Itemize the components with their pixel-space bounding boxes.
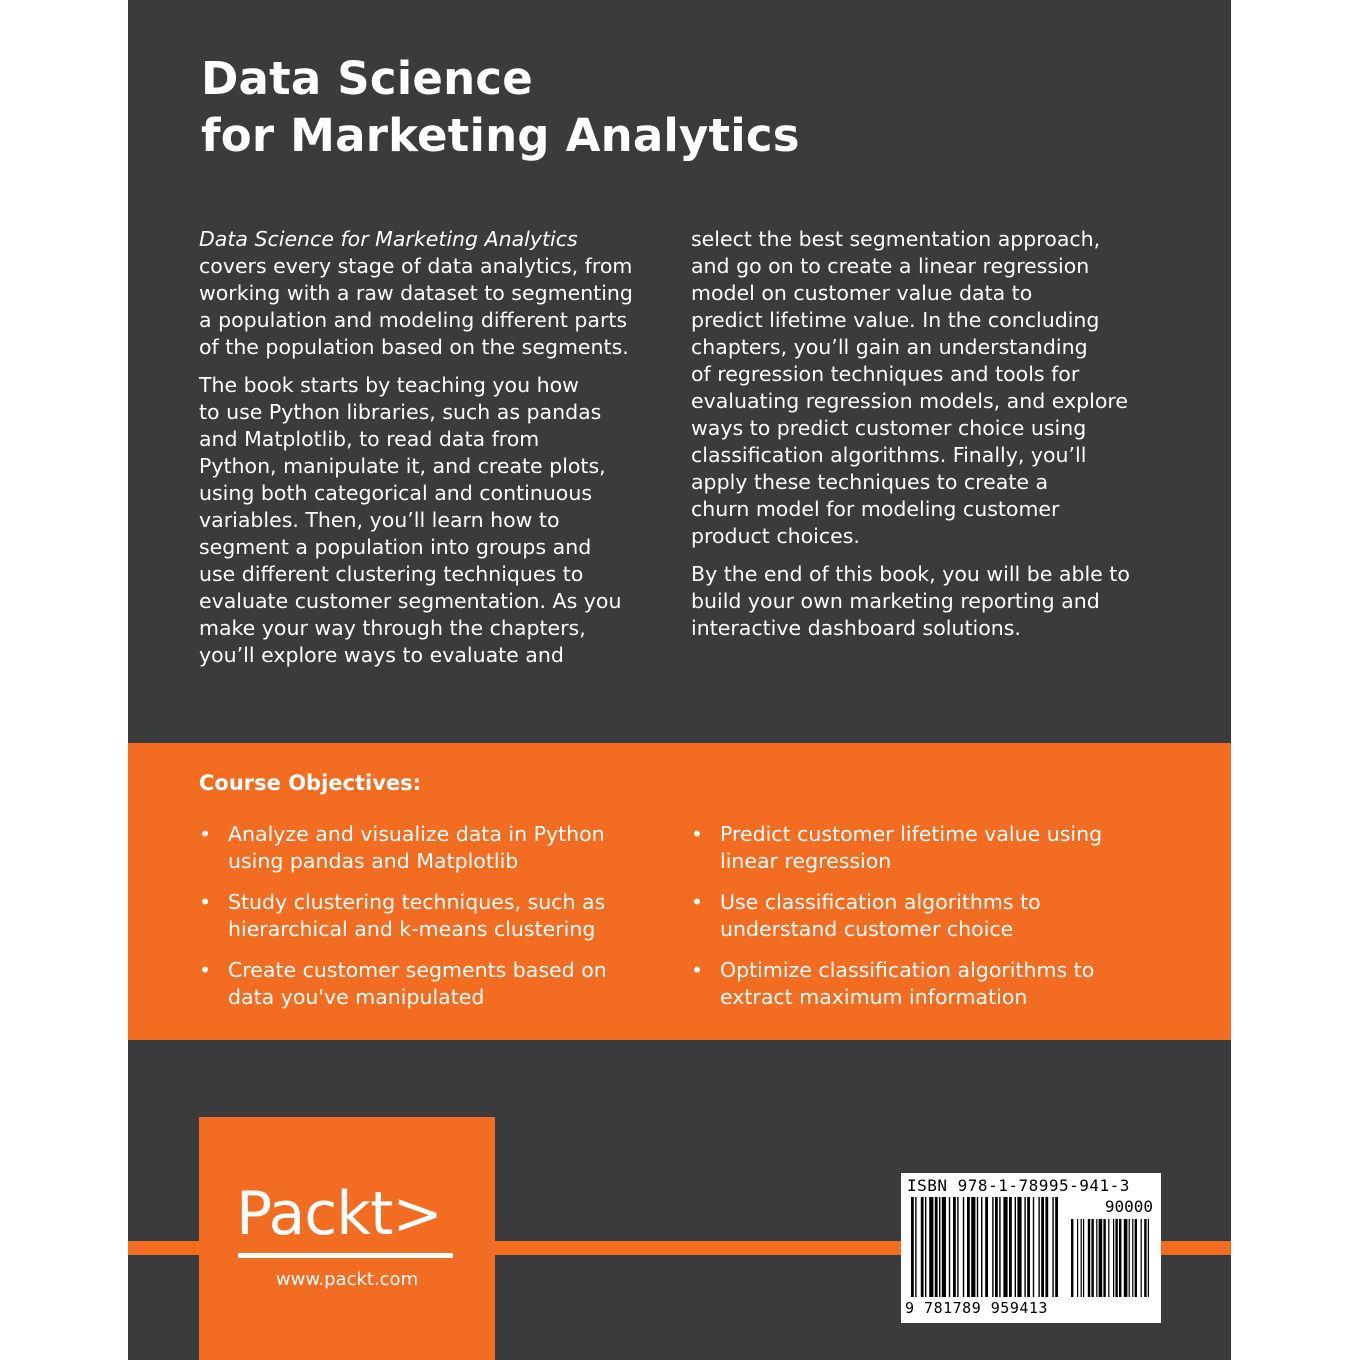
objective-line: Analyze and visualize data in Python	[228, 822, 605, 846]
description-line: using both categorical and continuous	[199, 481, 593, 505]
description-line: Data Science for Marketing Analytics	[199, 227, 578, 251]
objectives-list-left	[199, 821, 679, 1025]
description-column-left	[199, 226, 679, 680]
price-code: 90000	[1104, 1197, 1153, 1216]
objective-line: using pandas and Matplotlib	[228, 849, 519, 873]
bullet-icon: •	[691, 822, 704, 846]
objective-line: linear regression	[720, 849, 892, 873]
objective-line: extract maximum information	[720, 985, 1028, 1009]
description-line: Python, manipulate it, and create plots,	[199, 454, 606, 478]
objectives-list-right	[691, 821, 1171, 1025]
book-title	[201, 50, 800, 164]
bullet-icon: •	[199, 822, 212, 846]
isbn-barcode-box	[901, 1173, 1161, 1323]
book-title-line-2: for Marketing Analytics	[201, 109, 800, 162]
description-line: a population and modeling different parts	[199, 308, 628, 332]
bullet-icon: •	[199, 958, 212, 982]
book-title-line-1: Data Science	[201, 52, 533, 105]
barcode-digits: 9 781789 959413	[905, 1299, 1048, 1317]
description-line: of regression techniques and tools for	[691, 362, 1080, 386]
description-line: use different clustering techniques to	[199, 562, 584, 586]
description-line: and Matplotlib, to read data from	[199, 427, 540, 451]
description-paragraph	[199, 372, 679, 669]
description-line: select the best segmentation approach,	[691, 227, 1101, 251]
course-objectives-band	[128, 743, 1231, 1040]
objective-line: Optimize classification algorithms to	[720, 958, 1095, 982]
description-paragraph	[199, 226, 679, 361]
description-line: predict lifetime value. In the concluding	[691, 308, 1100, 332]
description-paragraph	[691, 226, 1171, 550]
isbn-label: ISBN 978-1-78995-941-3	[907, 1176, 1130, 1195]
objective-line: Study clustering techniques, such as	[228, 890, 606, 914]
objective-line: understand customer choice	[720, 917, 1014, 941]
description-column-right	[691, 226, 1171, 653]
description-line: evaluate customer segmentation. As you	[199, 589, 622, 613]
description-line: chapters, you’ll gain an understanding	[691, 335, 1088, 359]
course-objectives-heading: Course Objectives:	[199, 771, 422, 795]
bullet-icon: •	[691, 958, 704, 982]
description-line: working with a raw dataset to segmenting	[199, 281, 633, 305]
description-line: model on customer value data to	[691, 281, 1033, 305]
objective-line: data you've manipulated	[228, 985, 485, 1009]
publisher-logo-box	[199, 1117, 495, 1360]
book-back-cover	[128, 0, 1231, 1360]
bullet-icon: •	[691, 890, 704, 914]
description-line: build your own marketing reporting and	[691, 589, 1100, 613]
publisher-url: www.packt.com	[275, 1269, 419, 1290]
description-line: ways to predict customer choice using	[691, 416, 1087, 440]
description-line: to use Python libraries, such as pandas	[199, 400, 602, 424]
objective-item	[691, 821, 1171, 875]
packt-logo-text: Packt>	[236, 1179, 442, 1249]
packt-logo-underline	[238, 1253, 453, 1258]
objective-item	[691, 889, 1171, 943]
packt-logo	[236, 1179, 442, 1249]
description-paragraph	[691, 561, 1171, 642]
description-line: you’ll explore ways to evaluate and	[199, 643, 564, 667]
description-line: and go on to create a linear regression	[691, 254, 1090, 278]
objective-line: Use classification algorithms to	[720, 890, 1041, 914]
objective-item	[199, 957, 679, 1011]
objective-line: hierarchical and k-means clustering	[228, 917, 596, 941]
description-line: The book starts by teaching you how	[199, 373, 579, 397]
objective-item	[691, 957, 1171, 1011]
objective-line: Predict customer lifetime value using	[720, 822, 1103, 846]
barcode-icon	[909, 1197, 1153, 1297]
description-line: segment a population into groups and	[199, 535, 592, 559]
description-line: product choices.	[691, 524, 860, 548]
objective-line: Create customer segments based on	[228, 958, 607, 982]
description-line: interactive dashboard solutions.	[691, 616, 1021, 640]
objective-item	[199, 821, 679, 875]
description-line: classification algorithms. Finally, you’ll	[691, 443, 1087, 467]
description-line: covers every stage of data analytics, from	[199, 254, 633, 278]
description-line: apply these techniques to create a	[691, 470, 1049, 494]
description-line: of the population based on the segments.	[199, 335, 629, 359]
description-line: variables. Then, you’ll learn how to	[199, 508, 560, 532]
bullet-icon: •	[199, 890, 212, 914]
objective-item	[199, 889, 679, 943]
description-line: churn model for modeling customer	[691, 497, 1060, 521]
description-line: evaluating regression models, and explore	[691, 389, 1128, 413]
description-line: make your way through the chapters,	[199, 616, 586, 640]
description-line: By the end of this book, you will be able to	[691, 562, 1130, 586]
